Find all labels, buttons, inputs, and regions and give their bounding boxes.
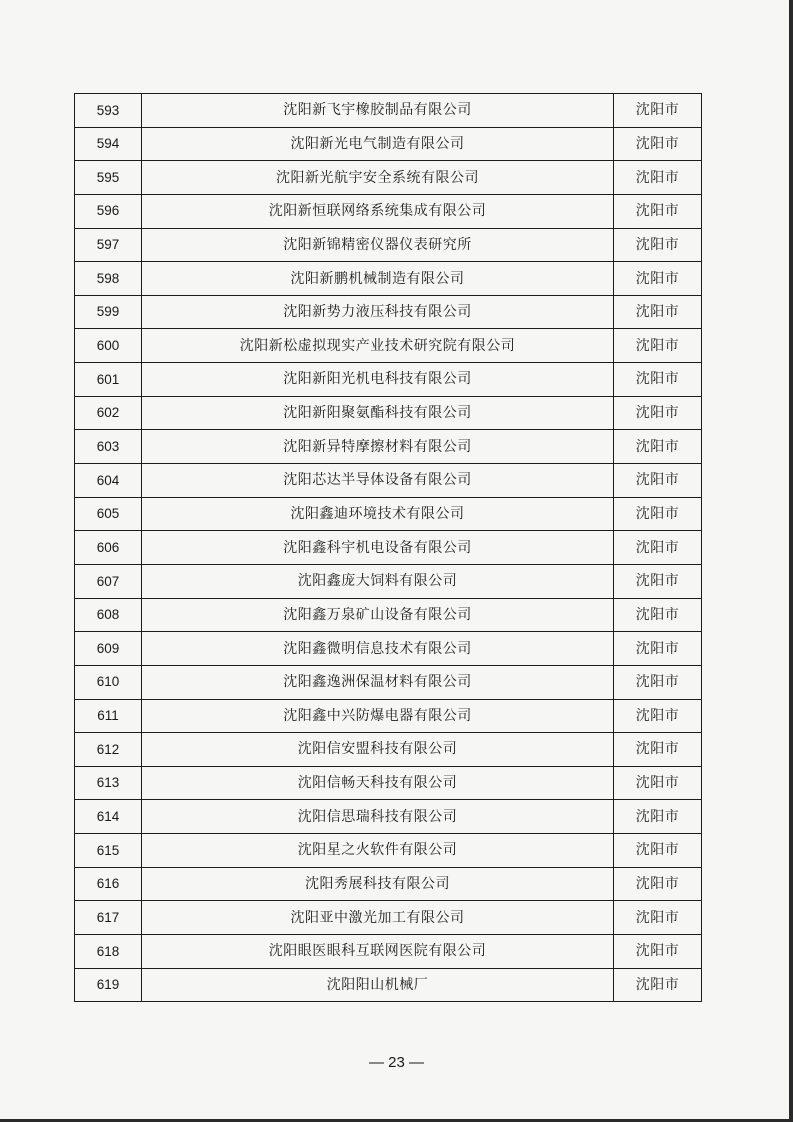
table-row (75, 665, 702, 699)
table-row (75, 564, 702, 598)
city-cell: 沈阳市 (614, 262, 702, 296)
city-cell: 沈阳市 (614, 464, 702, 498)
row-number-cell: 598 (75, 262, 142, 296)
table-row (75, 867, 702, 901)
company-name-cell: 沈阳眼医眼科互联网医院有限公司 (142, 935, 614, 969)
company-name-cell: 沈阳新阳光机电科技有限公司 (142, 363, 614, 397)
city-cell: 沈阳市 (614, 665, 702, 699)
page-number: — 23 — (368, 1054, 425, 1071)
table-row (75, 127, 702, 161)
table-row (75, 396, 702, 430)
city-cell: 沈阳市 (614, 867, 702, 901)
table-row (75, 363, 702, 397)
table-row (75, 430, 702, 464)
row-number-cell: 617 (75, 901, 142, 935)
row-number-cell: 614 (75, 800, 142, 834)
row-number-cell: 600 (75, 329, 142, 363)
table-row (75, 295, 702, 329)
city-cell: 沈阳市 (614, 968, 702, 1002)
table-body (75, 94, 702, 1002)
row-number-cell: 616 (75, 867, 142, 901)
table-row (75, 228, 702, 262)
company-list-table (74, 93, 702, 1002)
row-number-cell: 610 (75, 665, 142, 699)
company-name-cell: 沈阳新异特摩擦材料有限公司 (142, 430, 614, 464)
row-number-cell: 597 (75, 228, 142, 262)
row-number-cell: 604 (75, 464, 142, 498)
company-name-cell: 沈阳星之火软件有限公司 (142, 834, 614, 868)
city-cell: 沈阳市 (614, 699, 702, 733)
row-number-cell: 595 (75, 161, 142, 195)
company-name-cell: 沈阳鑫中兴防爆电器有限公司 (142, 699, 614, 733)
row-number-cell: 602 (75, 396, 142, 430)
city-cell: 沈阳市 (614, 766, 702, 800)
company-name-cell: 沈阳亚中激光加工有限公司 (142, 901, 614, 935)
row-number-cell: 603 (75, 430, 142, 464)
city-cell: 沈阳市 (614, 834, 702, 868)
row-number-cell: 599 (75, 295, 142, 329)
table-row (75, 800, 702, 834)
city-cell: 沈阳市 (614, 497, 702, 531)
city-cell: 沈阳市 (614, 396, 702, 430)
city-cell: 沈阳市 (614, 901, 702, 935)
row-number-cell: 605 (75, 497, 142, 531)
row-number-cell: 612 (75, 733, 142, 767)
table-row (75, 329, 702, 363)
company-name-cell: 沈阳新势力液压科技有限公司 (142, 295, 614, 329)
city-cell: 沈阳市 (614, 329, 702, 363)
page-edge-right (789, 0, 793, 1122)
row-number-cell: 611 (75, 699, 142, 733)
city-cell: 沈阳市 (614, 295, 702, 329)
city-cell: 沈阳市 (614, 228, 702, 262)
city-cell: 沈阳市 (614, 598, 702, 632)
row-number-cell: 594 (75, 127, 142, 161)
city-cell: 沈阳市 (614, 363, 702, 397)
row-number-cell: 596 (75, 194, 142, 228)
table-row (75, 94, 702, 128)
table-row (75, 733, 702, 767)
city-cell: 沈阳市 (614, 733, 702, 767)
table-row (75, 699, 702, 733)
company-name-cell: 沈阳新光电气制造有限公司 (142, 127, 614, 161)
table-row (75, 161, 702, 195)
table-row (75, 632, 702, 666)
company-name-cell: 沈阳新阳聚氨酯科技有限公司 (142, 396, 614, 430)
table-row (75, 766, 702, 800)
table-row (75, 262, 702, 296)
company-name-cell: 沈阳新光航宇安全系统有限公司 (142, 161, 614, 195)
company-name-cell: 沈阳新恒联网络系统集成有限公司 (142, 194, 614, 228)
company-name-cell: 沈阳鑫庞大饲料有限公司 (142, 564, 614, 598)
city-cell: 沈阳市 (614, 94, 702, 128)
table-row (75, 194, 702, 228)
city-cell: 沈阳市 (614, 161, 702, 195)
city-cell: 沈阳市 (614, 800, 702, 834)
row-number-cell: 615 (75, 834, 142, 868)
table-row (75, 834, 702, 868)
city-cell: 沈阳市 (614, 935, 702, 969)
table-row (75, 598, 702, 632)
company-name-cell: 沈阳新松虚拟现实产业技术研究院有限公司 (142, 329, 614, 363)
row-number-cell: 618 (75, 935, 142, 969)
row-number-cell: 601 (75, 363, 142, 397)
city-cell: 沈阳市 (614, 564, 702, 598)
city-cell: 沈阳市 (614, 127, 702, 161)
company-name-cell: 沈阳信安盟科技有限公司 (142, 733, 614, 767)
table-row (75, 935, 702, 969)
row-number-cell: 608 (75, 598, 142, 632)
company-name-cell: 沈阳新飞宇橡胶制品有限公司 (142, 94, 614, 128)
row-number-cell: 613 (75, 766, 142, 800)
table-row (75, 901, 702, 935)
company-name-cell: 沈阳芯达半导体设备有限公司 (142, 464, 614, 498)
company-name-cell: 沈阳新锦精密仪器仪表研究所 (142, 228, 614, 262)
company-name-cell: 沈阳鑫微明信息技术有限公司 (142, 632, 614, 666)
table-row (75, 464, 702, 498)
table-row (75, 531, 702, 565)
row-number-cell: 609 (75, 632, 142, 666)
company-name-cell: 沈阳鑫万泉矿山设备有限公司 (142, 598, 614, 632)
table-row (75, 968, 702, 1002)
row-number-cell: 606 (75, 531, 142, 565)
city-cell: 沈阳市 (614, 632, 702, 666)
company-name-cell: 沈阳鑫科宇机电设备有限公司 (142, 531, 614, 565)
table-row (75, 497, 702, 531)
row-number-cell: 607 (75, 564, 142, 598)
company-name-cell: 沈阳鑫逸洲保温材料有限公司 (142, 665, 614, 699)
company-name-cell: 沈阳信畅天科技有限公司 (142, 766, 614, 800)
company-name-cell: 沈阳秀展科技有限公司 (142, 867, 614, 901)
row-number-cell: 619 (75, 968, 142, 1002)
company-name-cell: 沈阳阳山机械厂 (142, 968, 614, 1002)
company-name-cell: 沈阳信思瑞科技有限公司 (142, 800, 614, 834)
company-name-cell: 沈阳新鹏机械制造有限公司 (142, 262, 614, 296)
company-name-cell: 沈阳鑫迪环境技术有限公司 (142, 497, 614, 531)
city-cell: 沈阳市 (614, 194, 702, 228)
row-number-cell: 593 (75, 94, 142, 128)
city-cell: 沈阳市 (614, 430, 702, 464)
city-cell: 沈阳市 (614, 531, 702, 565)
